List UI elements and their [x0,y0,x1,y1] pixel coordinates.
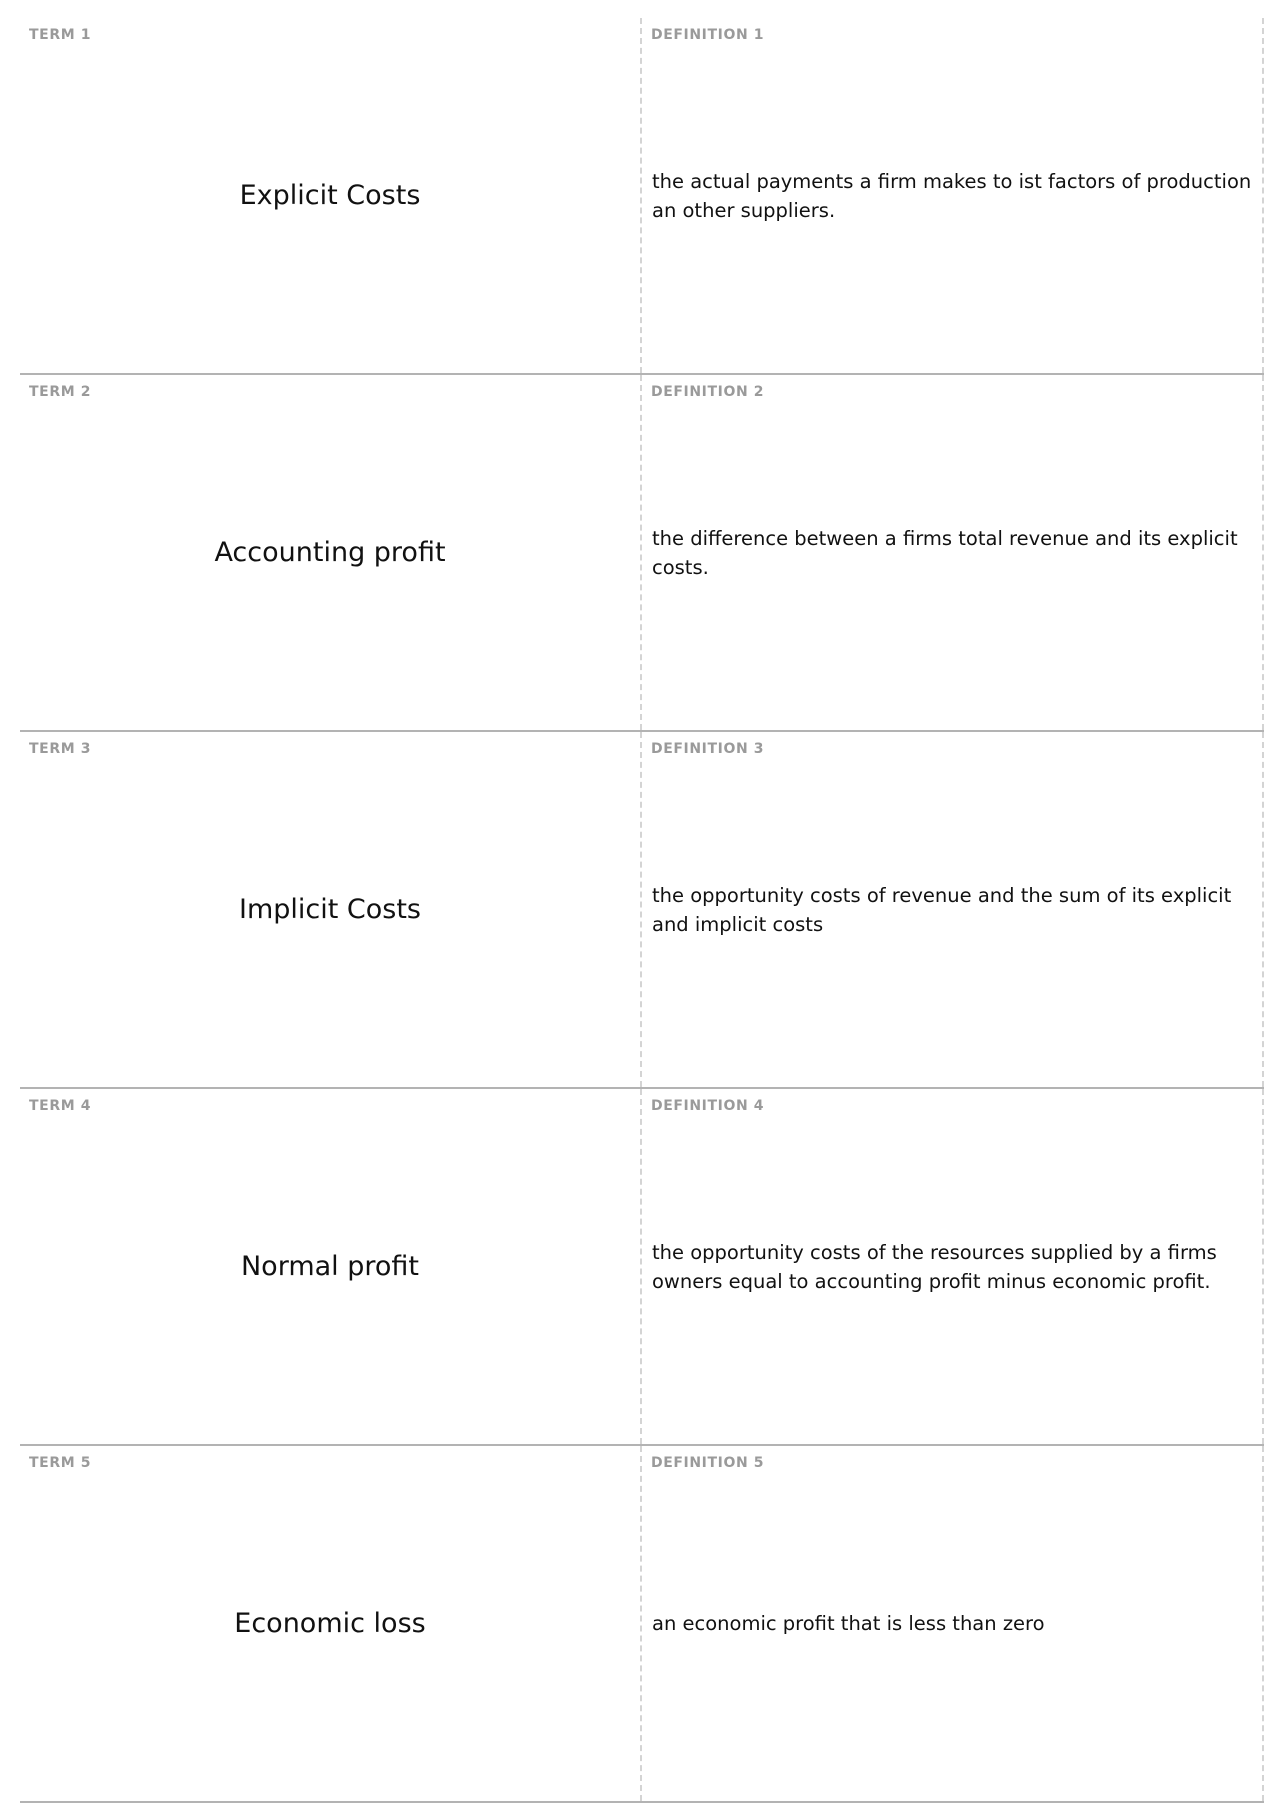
definition-text: an economic profit that is less than zero [652,1612,1045,1635]
term-label: TERM 4 [29,1098,92,1114]
flashcard-row [20,375,1264,732]
term-text: Accounting profit [214,537,446,568]
flashcard-sheet [20,18,1264,1803]
term-cell [20,1446,642,1801]
term-cell [20,732,642,1087]
term-label: TERM 3 [29,741,92,757]
definition-text: the opportunity costs of the resources supplied by a firms owners equal to accounting profit minus economic profit. [652,1240,1217,1293]
term-text: Normal profit [240,1251,420,1282]
definition-text: the opportunity costs of revenue and the sum of its explicit and implicit costs [652,883,1232,936]
definition-text: the actual payments a firm makes to ist factors of production an other suppliers. [652,169,1252,222]
term-text: Economic loss [234,1608,426,1639]
definition-text-wrapper [652,1446,1252,1801]
definition-cell [642,18,1264,373]
definition-label: DEFINITION 3 [651,741,765,757]
definition-label: DEFINITION 2 [651,384,765,400]
definition-cell [642,375,1264,730]
term-text: Explicit Costs [239,180,421,211]
definition-cell [642,732,1264,1087]
term-cell [20,18,642,373]
definition-cell [642,1089,1264,1444]
definition-label: DEFINITION 4 [651,1098,765,1114]
flashcard-row [20,18,1264,375]
definition-label: DEFINITION 5 [651,1455,765,1471]
flashcard-row [20,1446,1264,1803]
flashcard-row [20,732,1264,1089]
term-cell [20,1089,642,1444]
term-text: Implicit Costs [238,894,421,925]
definition-text-wrapper [652,18,1252,373]
term-label: TERM 1 [29,27,92,43]
term-cell [20,375,642,730]
flashcard-row [20,1089,1264,1446]
term-label: TERM 2 [29,384,92,400]
definition-text-wrapper [652,375,1252,730]
definition-cell [642,1446,1264,1801]
definition-text-wrapper [652,732,1252,1087]
definition-text-wrapper [652,1089,1252,1444]
term-label: TERM 5 [29,1455,92,1471]
definition-label: DEFINITION 1 [651,27,765,43]
definition-text: the difference between a firms total revenue and its explicit costs. [652,526,1238,579]
